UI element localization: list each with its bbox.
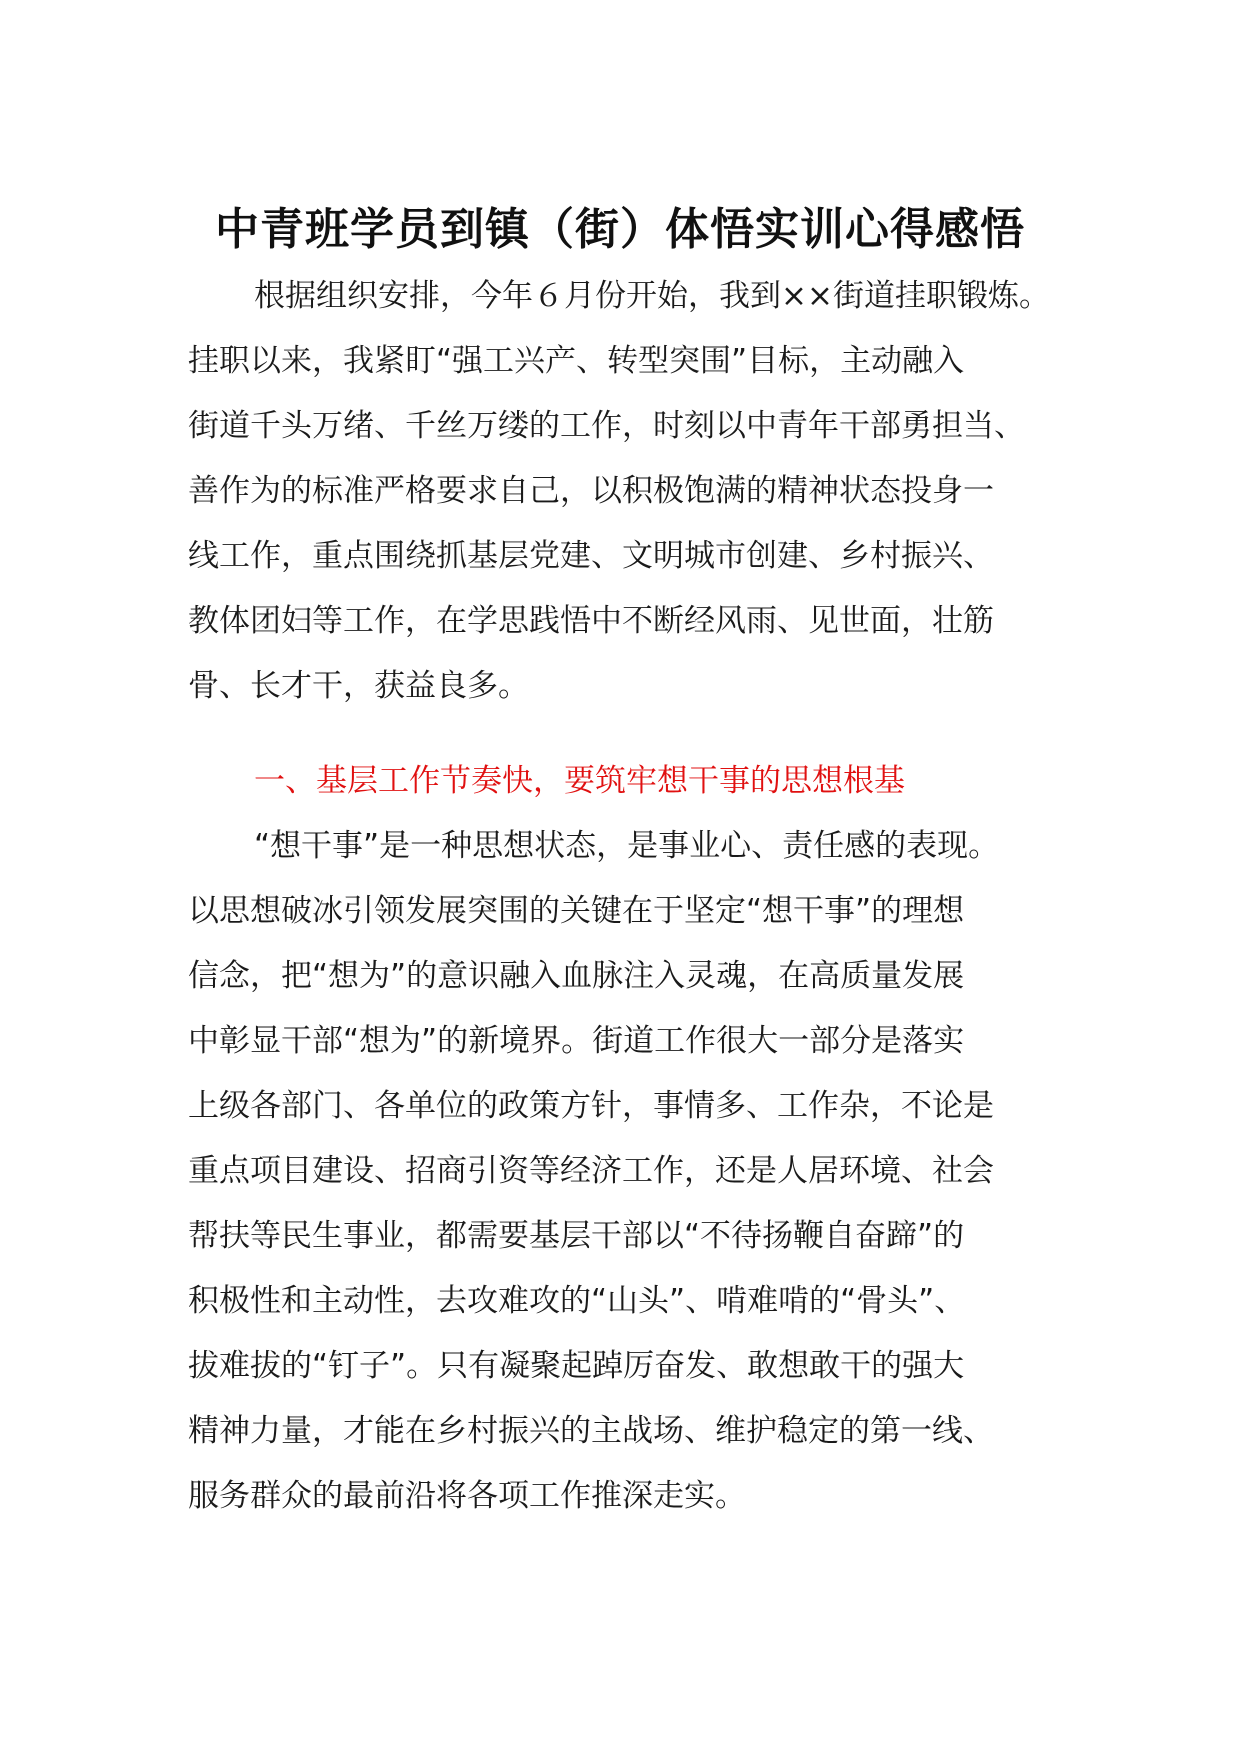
paragraph-line: 精神力量，才能在乡村振兴的主战场、维护稳定的第一线、 [188, 1413, 994, 1449]
paragraph-line: 教体团妇等工作，在学思践悟中不断经风雨、见世面，壮筋 [188, 603, 994, 639]
document-title: 中青班学员到镇（街）体悟实训心得感悟 [215, 204, 1025, 255]
paragraph-line: 拔难拔的“钉子”。只有凝聚起踔厉奋发、敢想敢干的强大 [188, 1348, 965, 1384]
paragraph-line: 挂职以来，我紧盯“强工兴产、转型突围”目标，主动融入 [188, 343, 965, 379]
paragraph-line: 上级各部门、各单位的政策方针，事情多、工作杂，不论是 [188, 1088, 994, 1124]
paragraph-1 [188, 264, 1058, 719]
paragraph-line: 善作为的标准严格要求自己，以积极饱满的精神状态投身一 [188, 473, 994, 509]
paragraph-line: 中彰显干部“想为”的新境界。街道工作很大一部分是落实 [188, 1023, 965, 1059]
paragraph-line: 信念，把“想为”的意识融入血脉注入灵魂，在高质量发展 [188, 958, 965, 994]
section-heading: 一、基层工作节奏快，要筑牢想干事的思想根基 [254, 763, 905, 799]
paragraph-line: 街道千头万绪、千丝万缕的工作，时刻以中青年干部勇担当、 [188, 408, 1025, 444]
section-1 [188, 749, 1058, 814]
paragraph-line: 帮扶等民生事业，都需要基层干部以“不待扬鞭自奋蹄”的 [188, 1218, 965, 1254]
paragraph-line: 骨、长才干，获益良多。 [188, 668, 529, 704]
paragraph-line: 积极性和主动性，去攻难攻的“山头”、啃难啃的“骨头”、 [188, 1283, 966, 1319]
paragraph-line: 重点项目建设、招商引资等经济工作，还是人居环境、社会 [188, 1153, 994, 1189]
paragraph-line: 根据组织安排，今年６月份开始，我到××街道挂职锻炼。 [254, 278, 1050, 314]
paragraph-2 [188, 814, 1058, 1529]
paragraph-line: “想干事”是一种思想状态，是事业心、责任感的表现。 [254, 828, 1000, 864]
paragraph-line: 服务群众的最前沿将各项工作推深走实。 [188, 1478, 746, 1514]
paragraph-line: 以思想破冰引领发展突围的关键在于坚定“想干事”的理想 [188, 893, 965, 929]
paragraph-line: 线工作，重点围绕抓基层党建、文明城市创建、乡村振兴、 [188, 538, 994, 574]
